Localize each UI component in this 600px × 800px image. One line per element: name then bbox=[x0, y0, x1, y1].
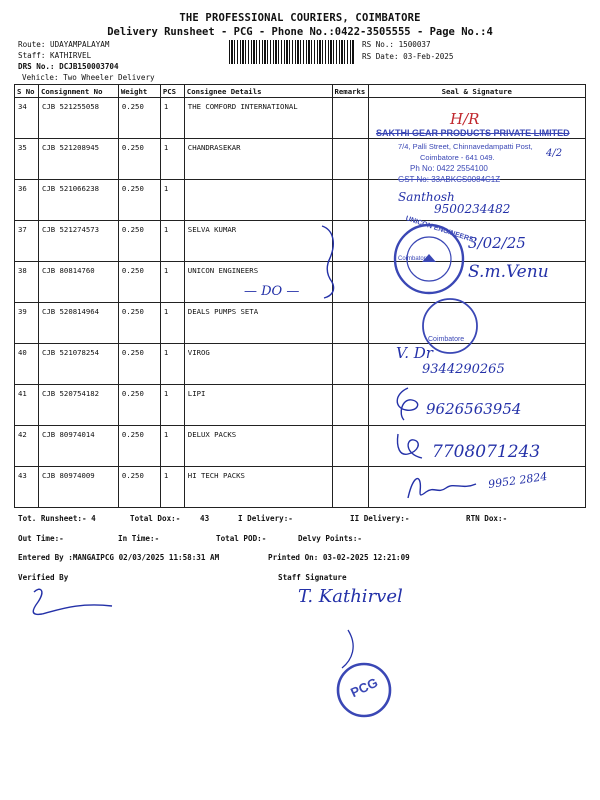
row-sno: 41 bbox=[15, 385, 39, 426]
row-consignee: DEALS PUMPS SETA bbox=[184, 303, 332, 344]
receiver-signature-handwriting: S.m.Venu bbox=[468, 262, 549, 282]
row-remarks bbox=[332, 180, 368, 221]
pcg-seal bbox=[318, 626, 418, 722]
initials-handwriting: H/R bbox=[450, 110, 480, 128]
row-weight: 0.250 bbox=[118, 139, 160, 180]
row-pcs: 1 bbox=[160, 221, 184, 262]
brace-mark bbox=[318, 224, 344, 300]
unicon-seal-text: UNICON ENGINEERS bbox=[404, 215, 475, 244]
row-weight: 0.250 bbox=[118, 262, 160, 303]
col-consignment: Consignment No bbox=[38, 85, 118, 98]
row-consignee: HI TECH PACKS bbox=[184, 467, 332, 508]
row-remarks bbox=[332, 385, 368, 426]
rs-date: RS Date: 03-Feb-2025 bbox=[362, 52, 454, 61]
row-pcs: 1 bbox=[160, 98, 184, 139]
row-consignment: CJB 521208945 bbox=[38, 139, 118, 180]
row-sno: 35 bbox=[15, 139, 39, 180]
row-weight: 0.250 bbox=[118, 344, 160, 385]
col-seal: Seal & Signature bbox=[368, 85, 586, 98]
verified-by-label: Verified By bbox=[18, 573, 69, 582]
row-consignee: DELUX PACKS bbox=[184, 426, 332, 467]
delivery-date-handwriting: 3/02/25 bbox=[468, 234, 526, 252]
row-sno: 40 bbox=[15, 344, 39, 385]
row-sno: 34 bbox=[15, 98, 39, 139]
company-title: THE PROFESSIONAL COURIERS, COIMBATORE bbox=[179, 12, 421, 24]
entered-by: Entered By :MANGAIPCG 02/03/2025 11:58:31 AM bbox=[18, 553, 220, 562]
row-pcs: 1 bbox=[160, 180, 184, 221]
row-pcs: 1 bbox=[160, 467, 184, 508]
delivery-points: Delvy Points:- bbox=[298, 534, 363, 543]
rs-number: RS No.: 1500037 bbox=[362, 40, 431, 49]
receiver-initial-handwriting: V. Dr bbox=[396, 344, 433, 362]
row-remarks bbox=[332, 344, 368, 385]
row-consignee bbox=[184, 180, 332, 221]
sakthi-stamp-address: 7/4, Palli Street, Chinnavedampatti Post, bbox=[398, 142, 533, 151]
row-sno: 43 bbox=[15, 467, 39, 508]
row-pcs: 1 bbox=[160, 426, 184, 467]
sakthi-stamp-gst: GST No: 33ABKCS0084C1Z bbox=[398, 175, 501, 184]
row-weight: 0.250 bbox=[118, 180, 160, 221]
col-pcs: PCS bbox=[160, 85, 184, 98]
total-dox-value: 43 bbox=[200, 514, 210, 523]
row-weight: 0.250 bbox=[118, 98, 160, 139]
receiver-name-handwriting: Santhosh bbox=[398, 190, 455, 204]
row-sno: 36 bbox=[15, 180, 39, 221]
col-sno: S No bbox=[15, 85, 39, 98]
total-pod: Total POD:- bbox=[216, 534, 267, 543]
rtn-dox: RTN Dox:- bbox=[466, 514, 508, 523]
pcg-seal-text: PCG bbox=[348, 674, 381, 701]
i-delivery: I Delivery:- bbox=[238, 514, 293, 523]
row-remarks bbox=[332, 139, 368, 180]
barcode bbox=[229, 40, 354, 64]
row-consignment: CJB 521274573 bbox=[38, 221, 118, 262]
row-pcs: 1 bbox=[160, 385, 184, 426]
out-time: Out Time:- bbox=[18, 534, 64, 543]
row-remarks bbox=[332, 98, 368, 139]
total-runsheet: Tot. Runsheet:- 4 bbox=[18, 514, 96, 523]
table-header-row bbox=[15, 85, 586, 98]
row-pcs: 1 bbox=[160, 344, 184, 385]
row-consignee: THE COMFORD INTERNATIONAL bbox=[184, 98, 332, 139]
route-label: Route: UDAYAMPALAYAM bbox=[18, 40, 110, 49]
row-sno: 38 bbox=[15, 262, 39, 303]
printed-on: Printed On: 03-02-2025 12:21:09 bbox=[268, 553, 410, 562]
staff-signature-handwriting: T. Kathirvel bbox=[298, 586, 403, 607]
total-dox-label: Total Dox:- bbox=[130, 514, 181, 523]
staff-signature-label: Staff Signature bbox=[278, 573, 347, 582]
receiver-phone-handwriting: 9952 2824 bbox=[487, 469, 549, 492]
signature-scribble bbox=[402, 470, 482, 504]
col-remarks: Remarks bbox=[332, 85, 368, 98]
row-sno: 37 bbox=[15, 221, 39, 262]
row-consignment: CJB 521255058 bbox=[38, 98, 118, 139]
row-weight: 0.250 bbox=[118, 426, 160, 467]
row-weight: 0.250 bbox=[118, 467, 160, 508]
verifier-signature bbox=[28, 584, 118, 624]
row-consignment: CJB 520814964 bbox=[38, 303, 118, 344]
col-weight: Weight bbox=[118, 85, 160, 98]
row-sno: 42 bbox=[15, 426, 39, 467]
table-row bbox=[15, 303, 586, 344]
row-consignment: CJB 80974014 bbox=[38, 426, 118, 467]
receiver-phone-handwriting: 9344290265 bbox=[422, 362, 505, 377]
row-remarks bbox=[332, 467, 368, 508]
sakthi-stamp-phone: Ph No: 0422 2554100 bbox=[410, 164, 488, 173]
deals-seal-city: Coimbatore bbox=[428, 336, 465, 343]
row-consignment: CJB 520754182 bbox=[38, 385, 118, 426]
row-pcs: 1 bbox=[160, 139, 184, 180]
signature-scribble bbox=[388, 384, 428, 424]
row-sno: 39 bbox=[15, 303, 39, 344]
ditto-handwriting: — DO — bbox=[244, 284, 300, 299]
row-remarks bbox=[332, 426, 368, 467]
runsheet-subtitle: Delivery Runsheet - PCG - Phone No.:0422-3505555 - Page No.:4 bbox=[107, 26, 493, 38]
row-pcs: 1 bbox=[160, 262, 184, 303]
row-consignment: CJB 521078254 bbox=[38, 344, 118, 385]
row-consignee: VIROG bbox=[184, 344, 332, 385]
staff-label: Staff: KATHIRVEL bbox=[18, 51, 92, 60]
receiver-phone-handwriting: 9626563954 bbox=[426, 400, 522, 418]
row-consignee: SELVA KUMAR bbox=[184, 221, 332, 262]
row-weight: 0.250 bbox=[118, 221, 160, 262]
sakthi-stamp-city: Coimbatore - 641 049. bbox=[420, 153, 495, 162]
vehicle-label: Vehicle: Two Wheeler Delivery bbox=[22, 73, 155, 82]
row-consignee: CHANDRASEKAR bbox=[184, 139, 332, 180]
row-consignment: CJB 80814760 bbox=[38, 262, 118, 303]
row-remarks bbox=[332, 303, 368, 344]
sakthi-stamp-name: SAKTHI GEAR PRODUCTS PRIVATE LIMITED bbox=[376, 128, 570, 138]
col-consignee: Consignee Details bbox=[184, 85, 332, 98]
row-weight: 0.250 bbox=[118, 303, 160, 344]
receiver-phone-handwriting: 9500234482 bbox=[434, 202, 511, 216]
row-weight: 0.250 bbox=[118, 385, 160, 426]
signature-scribble bbox=[392, 428, 432, 462]
drs-number: DRS No.: DCJB150003704 bbox=[18, 62, 119, 71]
row-pcs: 1 bbox=[160, 303, 184, 344]
row-consignment: CJB 80974009 bbox=[38, 467, 118, 508]
row-consignment: CJB 521066238 bbox=[38, 180, 118, 221]
row-consignee: LIPI bbox=[184, 385, 332, 426]
ii-delivery: II Delivery:- bbox=[350, 514, 410, 523]
receiver-phone-handwriting: 7708071243 bbox=[432, 442, 541, 462]
date-handwriting: 4/2 bbox=[546, 148, 563, 159]
unicon-seal-city: Coimbatore bbox=[398, 256, 430, 262]
in-time: In Time:- bbox=[118, 534, 160, 543]
row-consignee: UNICON ENGINEERS bbox=[184, 262, 332, 303]
